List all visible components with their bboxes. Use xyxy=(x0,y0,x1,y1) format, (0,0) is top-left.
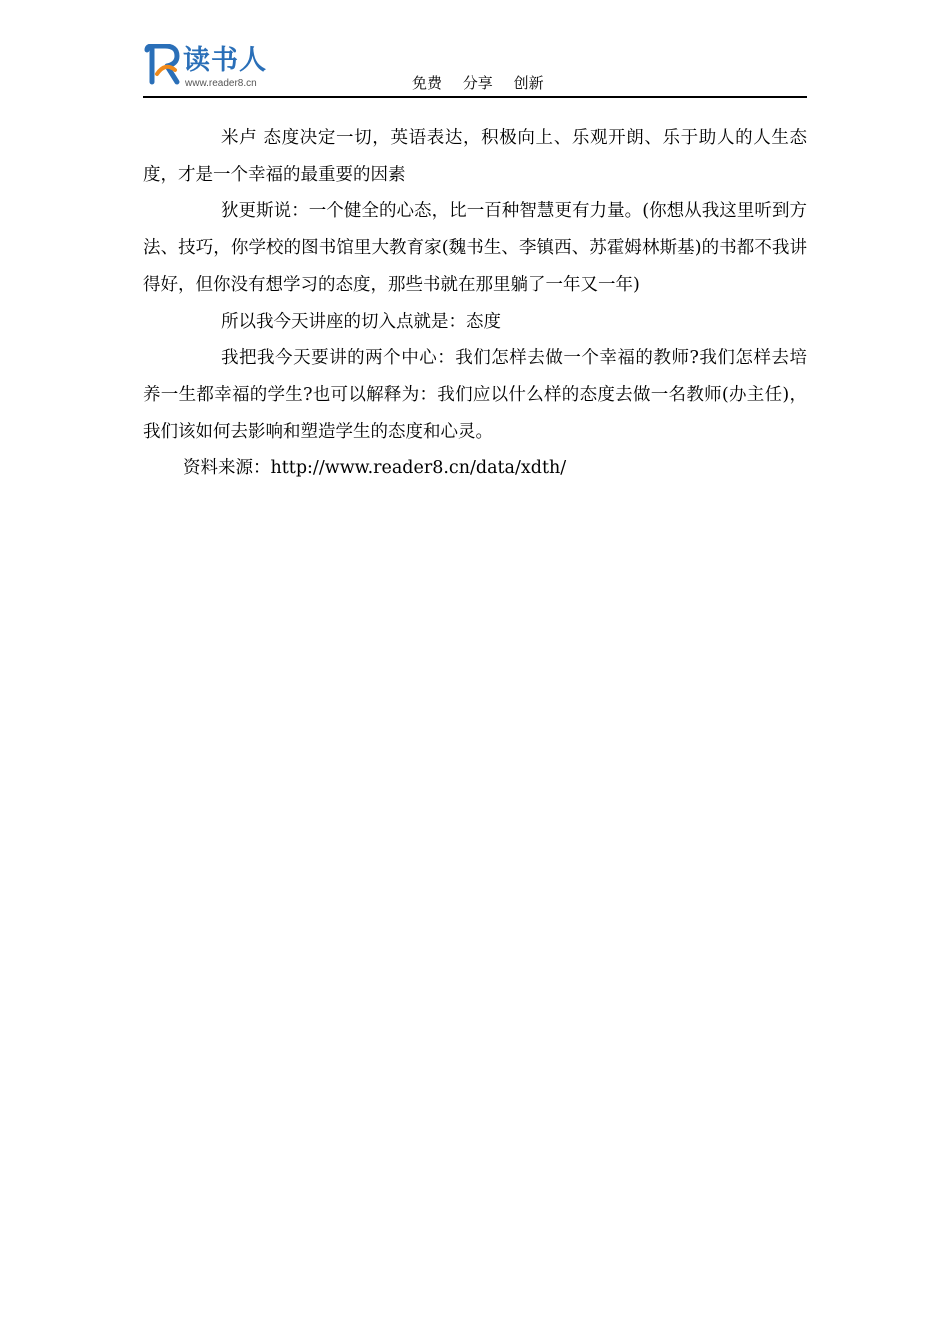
paragraph: 狄更斯说：一个健全的心态，比一百种智慧更有力量。(你想从我这里听到方法、技巧，你学校的图书馆里大教育家(魏书生、李镇西、苏霍姆林斯基)的书都不我讲得好，但你没有想学习的态度，那些书就在那里躺了一年又一年) xyxy=(143,201,807,295)
paragraph: 所以我今天讲座的切入点就是：态度 xyxy=(221,311,501,332)
document-body xyxy=(143,120,807,487)
slogan-item: 分享 xyxy=(462,74,493,92)
slogan-item: 免费 xyxy=(412,74,443,92)
logo-r-icon xyxy=(143,44,183,88)
page-header xyxy=(143,40,807,98)
logo-name: 读书人 xyxy=(183,45,267,76)
paragraph: 我把我今天要讲的两个中心：我们怎样去做一个幸福的教师?我们怎样去培养一生都幸福的学生?也可以解释为：我们应以什么样的态度去做一名教师(办主任)，我们该如何去影响和塑造学生的态度和心灵。 xyxy=(143,348,807,442)
slogan-item: 创新 xyxy=(513,74,544,92)
site-logo[interactable] xyxy=(143,44,283,94)
source-line[interactable]: 资料来源：http://www.reader8.cn/data/xdth/ xyxy=(183,458,567,479)
paragraph: 米卢 态度决定一切，英语表达，积极向上、乐观开朗、乐于助人的人生态度，才是一个幸福的最重要的因素 xyxy=(143,128,807,185)
logo-url: www.reader8.cn xyxy=(185,78,257,89)
header-slogan xyxy=(412,73,544,93)
